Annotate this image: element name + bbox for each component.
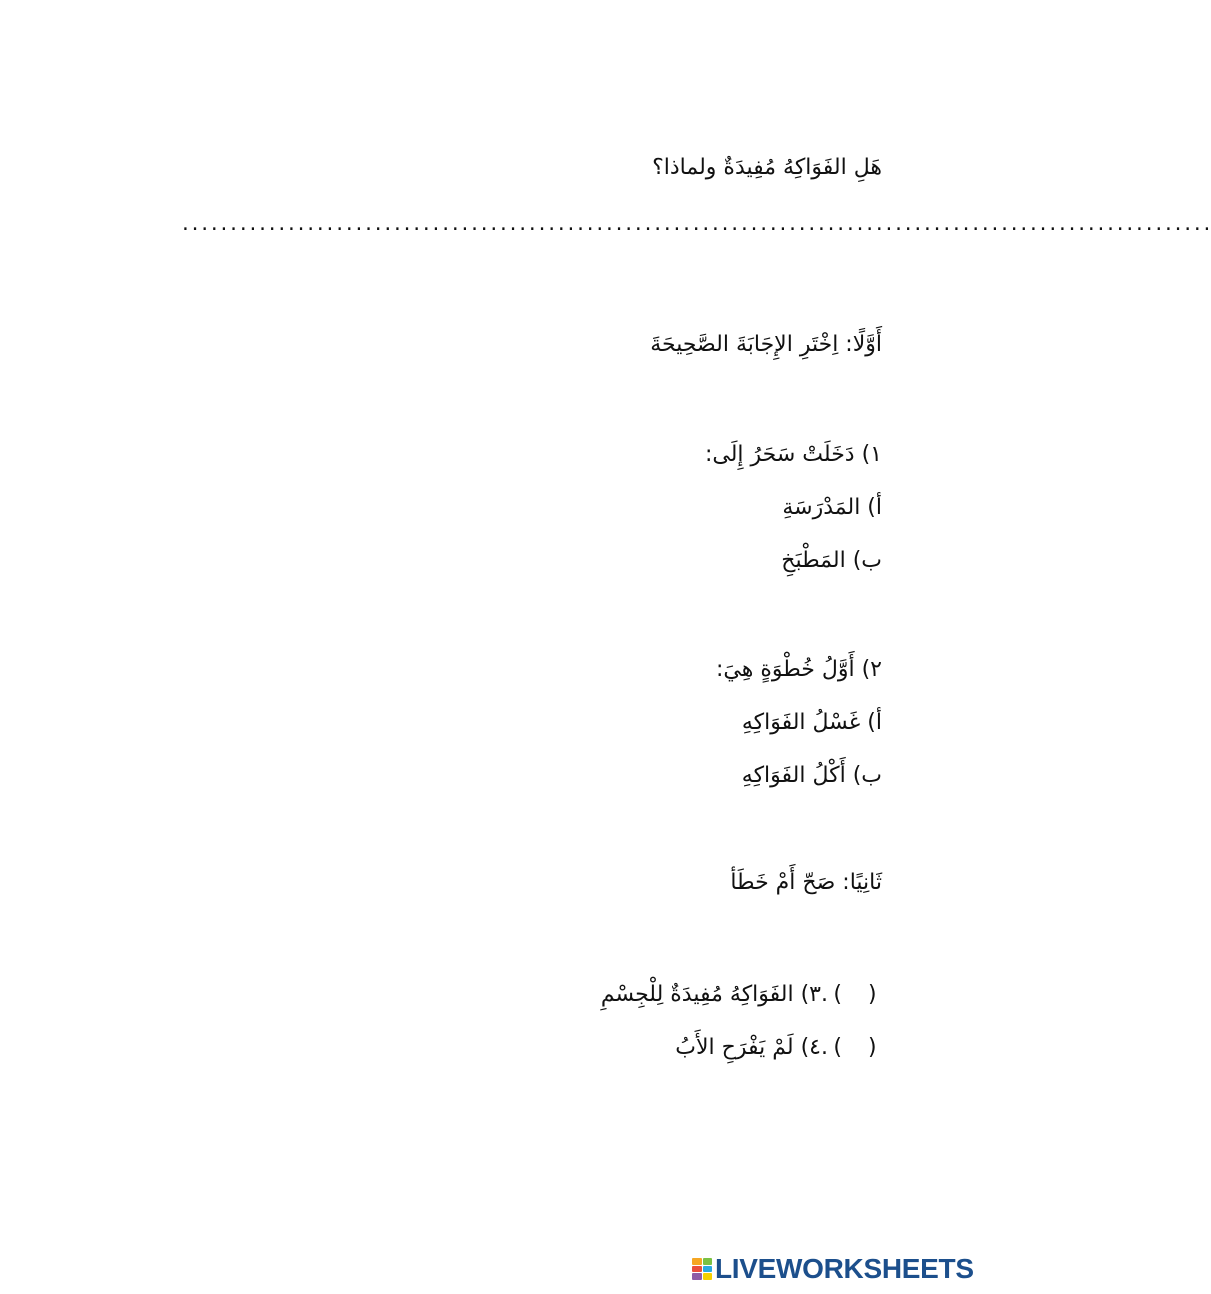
section2-title: ثَانِيًا: صَحّ أَمْ خَطَأ [730, 870, 882, 895]
question-1-option-b[interactable]: ب) المَطْبَخِ [781, 548, 882, 573]
liveworksheets-logo[interactable] [692, 1252, 974, 1286]
brand-name: LIVEWORKSHEETS [715, 1253, 974, 1284]
true-false-statement: .٤) لَمْ يَفْرَحِ الأَبُ [675, 1035, 828, 1060]
liveworksheets-logo-icon [692, 1258, 712, 1280]
true-false-item-4 [675, 1033, 882, 1063]
true-false-statement: .٣) الفَوَاكِهُ مُفِيدَةٌ لِلْجِسْمِ [600, 982, 828, 1007]
section1-title: أَوَّلًا: اِخْتَرِ الإِجَابَةَ الصَّحِيحَةَ [650, 332, 882, 357]
question-1-option-a[interactable]: أ) المَدْرَسَةِ [782, 495, 882, 520]
question-intro: هَلِ الفَوَاكِهُ مُفِيدَةٌ ولماذا؟ [652, 155, 882, 180]
question-2-option-b[interactable]: ب) أَكْلُ الفَوَاكِهِ [741, 763, 882, 788]
true-false-answer-box[interactable] [828, 980, 882, 1010]
close-paren: ) [833, 1035, 842, 1060]
question-1-stem: ١) دَخَلَتْ سَحَرُ إِلَى: [704, 442, 882, 467]
true-false-answer-box[interactable] [828, 1033, 882, 1063]
true-false-item-3 [601, 980, 882, 1010]
close-paren: ) [833, 982, 842, 1007]
open-paren: ( [868, 982, 877, 1007]
question-2-option-a[interactable]: أ) غَسْلُ الفَوَاكِهِ [741, 710, 882, 735]
answer-line-field[interactable]: ........................................................................................................... [180, 214, 1211, 235]
open-paren: ( [868, 1035, 877, 1060]
question-2-stem: ٢) أَوَّلُ خُطْوَةٍ هِيَ: [716, 657, 882, 682]
